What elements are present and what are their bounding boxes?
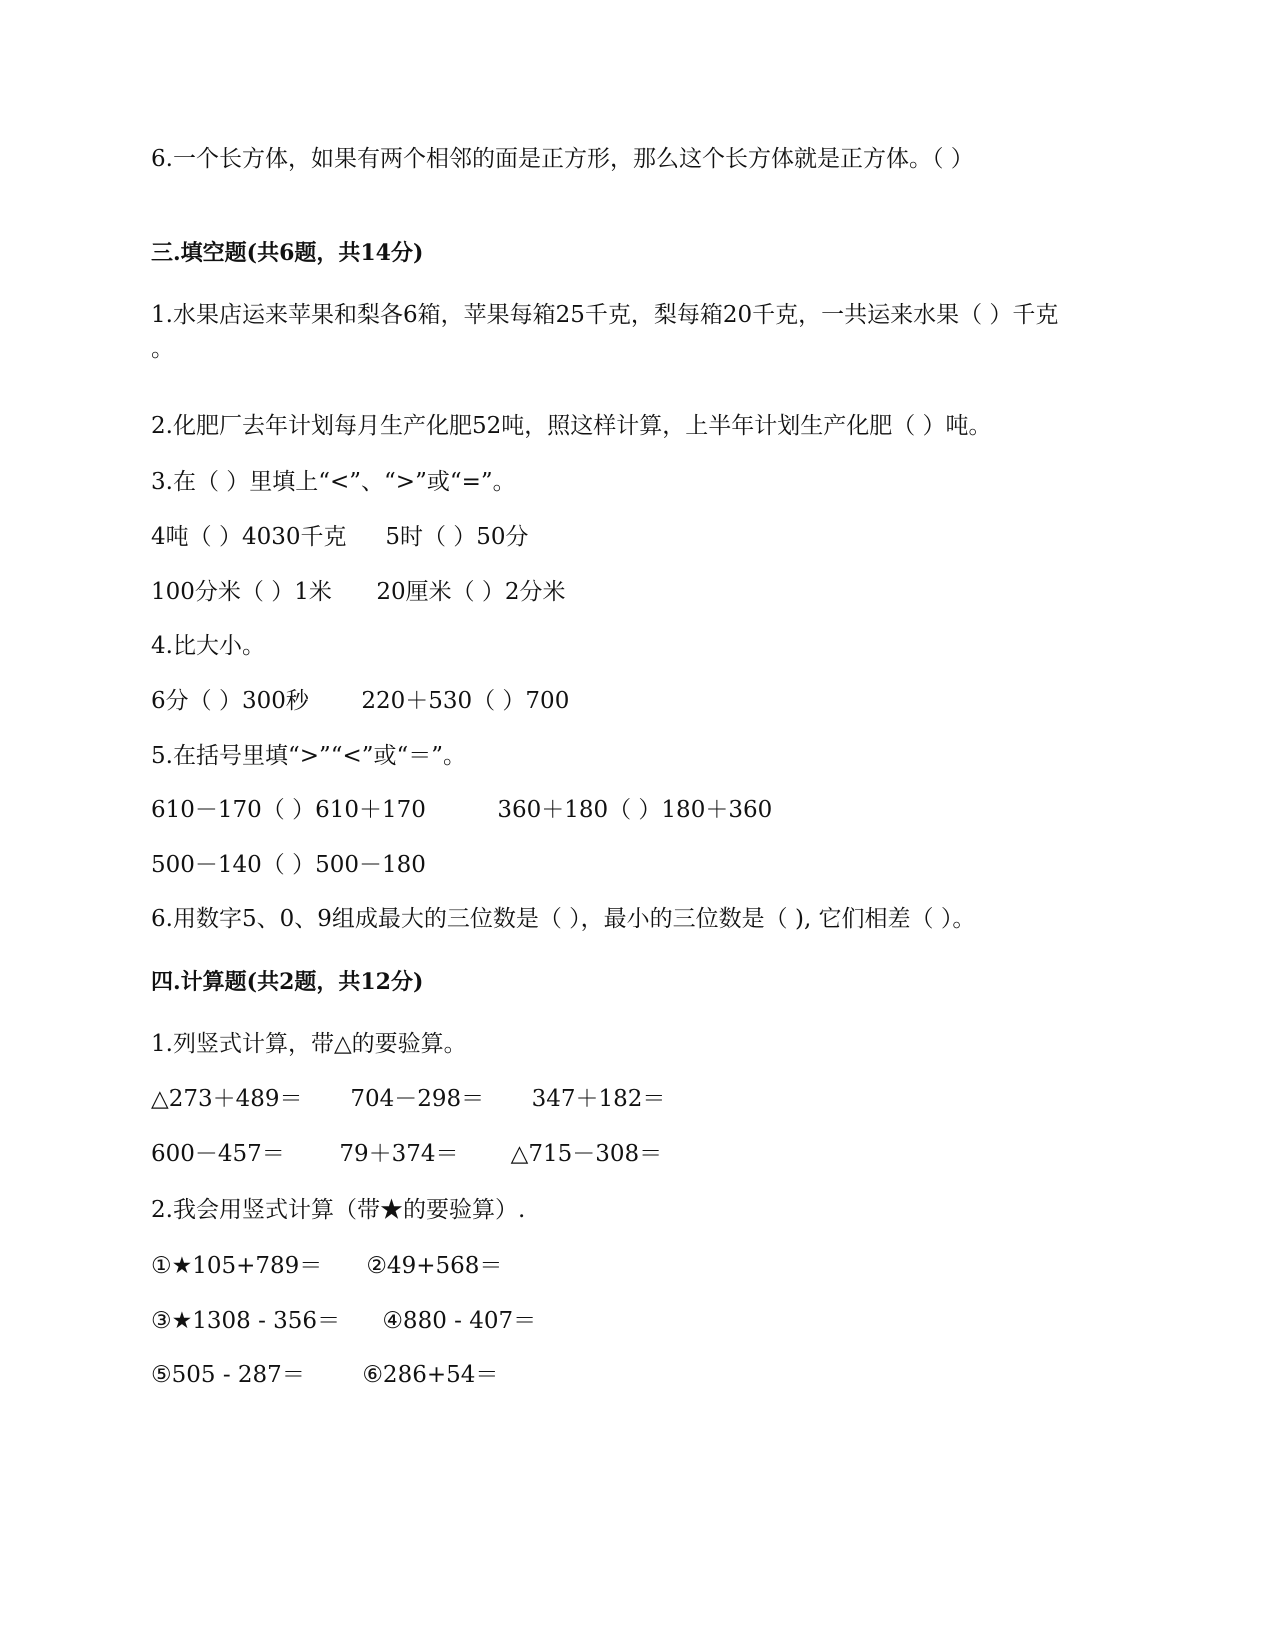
s3-q4-row [151, 686, 569, 716]
s4-q1-item: △715－308＝ [510, 1141, 663, 1167]
s3-q3-item: 4吨（ ）4030千克 [151, 524, 347, 550]
section-3-title: 三.填空题(共6题，共14分) [151, 240, 424, 266]
s4-q1-item: 704－298＝ [350, 1086, 485, 1112]
s4-q1-row-1 [151, 1084, 665, 1114]
s4-q1-row-2 [151, 1139, 662, 1169]
s3-q3-item: 5时（ ）50分 [385, 524, 529, 550]
s3-q5-item: 360＋180（ ）180＋360 [497, 797, 773, 823]
s4-q2-item: ①★105+789＝ [151, 1253, 323, 1279]
s4-q2-row-3 [151, 1360, 498, 1390]
s4-q2-item: ③★1308 - 356＝ [151, 1308, 341, 1334]
s3-q4-item: 220＋530（ ）700 [361, 688, 570, 714]
s4-q2-item: ⑤505 - 287＝ [151, 1362, 305, 1388]
s3-q5-row-2 [151, 850, 426, 880]
s4-question-2: 2.我会用竖式计算（带★的要验算）. [151, 1197, 526, 1223]
s3-q3-row-2 [151, 577, 566, 607]
s3-q5-item: 610－170（ ）610＋170 [151, 797, 426, 823]
s3-question-2: 2.化肥厂去年计划每月生产化肥52吨，照这样计算，上半年计划生产化肥（ ）吨。 [151, 413, 992, 439]
s3-question-1-continuation: 。 [151, 336, 174, 362]
s4-q2-row-2 [151, 1306, 536, 1336]
s3-q3-row-1 [151, 522, 529, 552]
s3-question-1: 1.水果店运来苹果和梨各6箱，苹果每箱25千克，梨每箱20千克，一共运来水果（ ）千克 [151, 302, 1059, 328]
s4-q2-item: ④880 - 407＝ [382, 1308, 537, 1334]
s4-q1-item: 347＋182＝ [531, 1086, 666, 1112]
s3-q5-item: 500－140（ ）500－180 [151, 852, 426, 878]
s4-question-1: 1.列竖式计算，带△的要验算。 [151, 1031, 467, 1057]
s4-q1-item: 79＋374＝ [339, 1141, 459, 1167]
s3-question-4: 4.比大小。 [151, 633, 265, 659]
s4-q2-item: ②49+568＝ [366, 1253, 503, 1279]
s3-q3-item: 100分米（ ）1米 [151, 579, 332, 605]
s4-q1-item: △273＋489＝ [151, 1086, 303, 1112]
s3-q4-item: 6分（ ）300秒 [151, 688, 309, 714]
s3-question-6: 6.用数字5、0、9组成最大的三位数是（ ），最小的三位数是（ ), 它们相差（ ）。 [151, 906, 976, 932]
s4-q1-item: 600－457＝ [151, 1141, 285, 1167]
s3-question-5: 5.在括号里填“>”“<”或“＝”。 [151, 743, 467, 769]
section-4-title: 四.计算题(共2题，共12分) [151, 969, 424, 995]
s3-question-3: 3.在（ ）里填上“<”、“>”或“=”。 [151, 469, 516, 495]
s3-q3-item: 20厘米（ ）2分米 [376, 579, 566, 605]
question-6-prev-section: 6.一个长方体，如果有两个相邻的面是正方形，那么这个长方体就是正方体。（ ） [151, 146, 974, 172]
s3-q5-row-1 [151, 795, 772, 825]
s4-q2-row-1 [151, 1251, 502, 1281]
s4-q2-item: ⑥286+54＝ [362, 1362, 499, 1388]
